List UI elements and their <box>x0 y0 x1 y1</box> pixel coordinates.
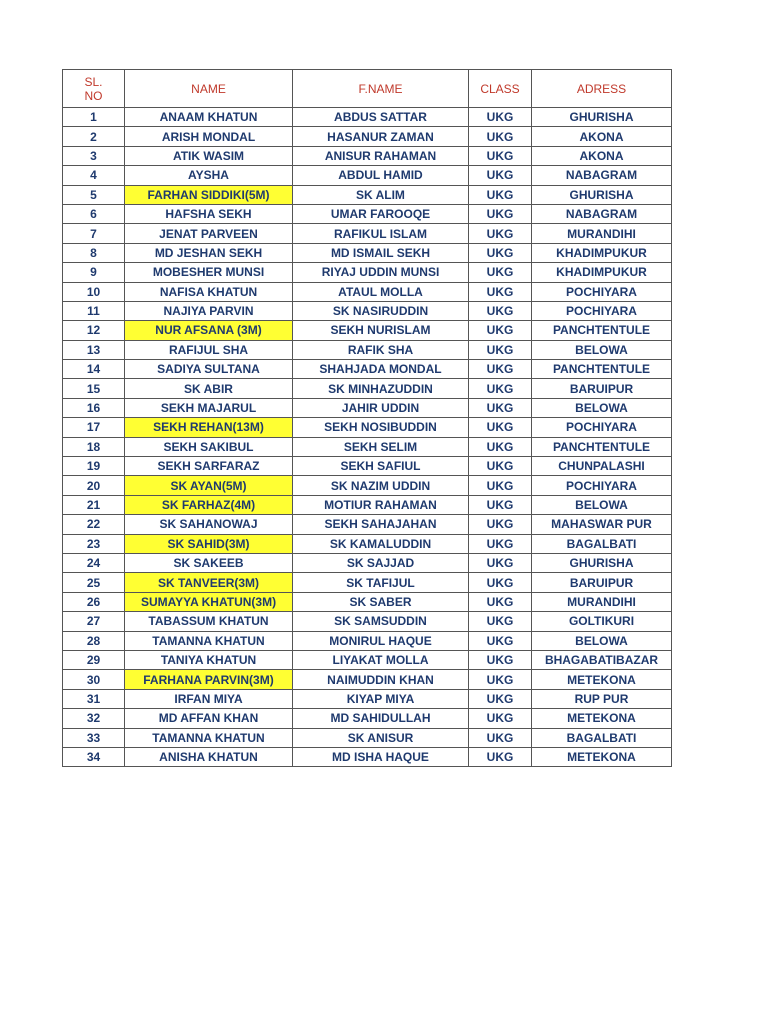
cell-address: MAHASWAR PUR <box>532 515 672 534</box>
cell-class: UKG <box>469 437 532 456</box>
cell-sl-no: 28 <box>63 631 125 650</box>
cell-name: ANISHA KHATUN <box>125 747 293 766</box>
cell-sl-no: 3 <box>63 146 125 165</box>
cell-father-name: SK KAMALUDDIN <box>293 534 469 553</box>
cell-address: POCHIYARA <box>532 418 672 437</box>
cell-class: UKG <box>469 612 532 631</box>
cell-address: PANCHTENTULE <box>532 321 672 340</box>
table-row <box>63 534 672 553</box>
cell-father-name: SEKH SELIM <box>293 437 469 456</box>
cell-name: SK TANVEER(3M) <box>125 573 293 592</box>
cell-name: HAFSHA SEKH <box>125 204 293 223</box>
cell-class: UKG <box>469 146 532 165</box>
cell-sl-no: 18 <box>63 437 125 456</box>
cell-name: SK SAKEEB <box>125 553 293 572</box>
cell-address: POCHIYARA <box>532 282 672 301</box>
table-row <box>63 418 672 437</box>
cell-sl-no: 33 <box>63 728 125 747</box>
cell-sl-no: 22 <box>63 515 125 534</box>
header-row <box>63 70 672 108</box>
cell-address: BELOWA <box>532 398 672 417</box>
cell-class: UKG <box>469 224 532 243</box>
cell-sl-no: 11 <box>63 301 125 320</box>
cell-class: UKG <box>469 553 532 572</box>
table-row <box>63 689 672 708</box>
cell-class: UKG <box>469 379 532 398</box>
table-row <box>63 282 672 301</box>
cell-father-name: JAHIR UDDIN <box>293 398 469 417</box>
cell-father-name: SEKH NOSIBUDDIN <box>293 418 469 437</box>
cell-father-name: SK SAMSUDDIN <box>293 612 469 631</box>
cell-name: ARISH MONDAL <box>125 127 293 146</box>
cell-sl-no: 31 <box>63 689 125 708</box>
cell-father-name: SEKH NURISLAM <box>293 321 469 340</box>
table-row <box>63 166 672 185</box>
cell-father-name: HASANUR ZAMAN <box>293 127 469 146</box>
header-class: CLASS <box>469 70 532 108</box>
cell-father-name: ABDUS SATTAR <box>293 108 469 127</box>
cell-sl-no: 26 <box>63 592 125 611</box>
cell-class: UKG <box>469 418 532 437</box>
cell-class: UKG <box>469 631 532 650</box>
table-body <box>63 108 672 767</box>
cell-name: SUMAYYA KHATUN(3M) <box>125 592 293 611</box>
cell-sl-no: 19 <box>63 457 125 476</box>
header-father-name: F.NAME <box>293 70 469 108</box>
table-row <box>63 457 672 476</box>
cell-sl-no: 10 <box>63 282 125 301</box>
table-row <box>63 263 672 282</box>
cell-name: SEKH MAJARUL <box>125 398 293 417</box>
table-row <box>63 224 672 243</box>
cell-name: TANIYA KHATUN <box>125 650 293 669</box>
cell-address: METEKONA <box>532 747 672 766</box>
cell-father-name: MOTIUR RAHAMAN <box>293 495 469 514</box>
cell-father-name: ANISUR RAHAMAN <box>293 146 469 165</box>
cell-class: UKG <box>469 301 532 320</box>
cell-name: IRFAN MIYA <box>125 689 293 708</box>
cell-father-name: LIYAKAT MOLLA <box>293 650 469 669</box>
cell-name: MOBESHER MUNSI <box>125 263 293 282</box>
cell-class: UKG <box>469 321 532 340</box>
cell-sl-no: 13 <box>63 340 125 359</box>
cell-sl-no: 25 <box>63 573 125 592</box>
cell-class: UKG <box>469 495 532 514</box>
table-row <box>63 108 672 127</box>
cell-class: UKG <box>469 243 532 262</box>
table-row <box>63 146 672 165</box>
table-row <box>63 612 672 631</box>
cell-address: GHURISHA <box>532 185 672 204</box>
cell-father-name: SK SABER <box>293 592 469 611</box>
table-row <box>63 185 672 204</box>
cell-name: AYSHA <box>125 166 293 185</box>
cell-name: SK AYAN(5M) <box>125 476 293 495</box>
table-row <box>63 360 672 379</box>
cell-father-name: MD ISMAIL SEKH <box>293 243 469 262</box>
cell-address: NABAGRAM <box>532 204 672 223</box>
cell-sl-no: 16 <box>63 398 125 417</box>
cell-address: NABAGRAM <box>532 166 672 185</box>
cell-class: UKG <box>469 108 532 127</box>
cell-name: NAFISA KHATUN <box>125 282 293 301</box>
cell-sl-no: 21 <box>63 495 125 514</box>
table-row <box>63 670 672 689</box>
cell-address: BAGALBATI <box>532 534 672 553</box>
cell-name: SK SAHID(3M) <box>125 534 293 553</box>
cell-father-name: RAFIKUL ISLAM <box>293 224 469 243</box>
cell-father-name: SK MINHAZUDDIN <box>293 379 469 398</box>
cell-name: SEKH REHAN(13M) <box>125 418 293 437</box>
cell-name: SK SAHANOWAJ <box>125 515 293 534</box>
table-row <box>63 553 672 572</box>
table-row <box>63 495 672 514</box>
cell-name: NUR AFSANA (3M) <box>125 321 293 340</box>
header-address: ADRESS <box>532 70 672 108</box>
table-row <box>63 592 672 611</box>
cell-sl-no: 4 <box>63 166 125 185</box>
cell-address: BARUIPUR <box>532 573 672 592</box>
cell-sl-no: 2 <box>63 127 125 146</box>
cell-father-name: SK ANISUR <box>293 728 469 747</box>
cell-name: SK FARHAZ(4M) <box>125 495 293 514</box>
cell-sl-no: 34 <box>63 747 125 766</box>
cell-name: JENAT PARVEEN <box>125 224 293 243</box>
cell-address: BELOWA <box>532 495 672 514</box>
cell-class: UKG <box>469 360 532 379</box>
table-row <box>63 398 672 417</box>
cell-sl-no: 14 <box>63 360 125 379</box>
cell-address: POCHIYARA <box>532 476 672 495</box>
cell-father-name: SK ALIM <box>293 185 469 204</box>
cell-name: SEKH SAKIBUL <box>125 437 293 456</box>
cell-address: POCHIYARA <box>532 301 672 320</box>
cell-sl-no: 8 <box>63 243 125 262</box>
cell-class: UKG <box>469 185 532 204</box>
table-row <box>63 340 672 359</box>
cell-class: UKG <box>469 747 532 766</box>
cell-class: UKG <box>469 263 532 282</box>
cell-address: MURANDIHI <box>532 592 672 611</box>
cell-class: UKG <box>469 650 532 669</box>
cell-class: UKG <box>469 398 532 417</box>
cell-class: UKG <box>469 282 532 301</box>
cell-name: NAJIYA PARVIN <box>125 301 293 320</box>
cell-class: UKG <box>469 127 532 146</box>
cell-class: UKG <box>469 476 532 495</box>
cell-address: PANCHTENTULE <box>532 437 672 456</box>
table-row <box>63 515 672 534</box>
cell-address: GOLTIKURI <box>532 612 672 631</box>
cell-class: UKG <box>469 340 532 359</box>
cell-sl-no: 1 <box>63 108 125 127</box>
cell-sl-no: 12 <box>63 321 125 340</box>
cell-class: UKG <box>469 689 532 708</box>
cell-name: SEKH SARFARAZ <box>125 457 293 476</box>
cell-address: BELOWA <box>532 631 672 650</box>
cell-name: TABASSUM KHATUN <box>125 612 293 631</box>
cell-class: UKG <box>469 728 532 747</box>
cell-father-name: MD SAHIDULLAH <box>293 709 469 728</box>
table-row <box>63 709 672 728</box>
cell-father-name: ABDUL HAMID <box>293 166 469 185</box>
cell-name: SK ABIR <box>125 379 293 398</box>
table-row <box>63 728 672 747</box>
cell-sl-no: 17 <box>63 418 125 437</box>
table-row <box>63 301 672 320</box>
table-header <box>63 70 672 108</box>
header-sl-no-line: SL. <box>84 74 103 89</box>
student-roster-table <box>62 69 672 767</box>
cell-class: UKG <box>469 709 532 728</box>
cell-address: RUP PUR <box>532 689 672 708</box>
table-row <box>63 204 672 223</box>
cell-father-name: ATAUL MOLLA <box>293 282 469 301</box>
cell-name: TAMANNA KHATUN <box>125 728 293 747</box>
cell-name: RAFIJUL SHA <box>125 340 293 359</box>
cell-address: METEKONA <box>532 709 672 728</box>
cell-father-name: SEKH SAFIUL <box>293 457 469 476</box>
cell-class: UKG <box>469 204 532 223</box>
cell-address: BARUIPUR <box>532 379 672 398</box>
cell-address: METEKONA <box>532 670 672 689</box>
cell-sl-no: 23 <box>63 534 125 553</box>
cell-address: CHUNPALASHI <box>532 457 672 476</box>
cell-sl-no: 5 <box>63 185 125 204</box>
cell-name: TAMANNA KHATUN <box>125 631 293 650</box>
cell-father-name: MONIRUL HAQUE <box>293 631 469 650</box>
cell-name: ANAAM KHATUN <box>125 108 293 127</box>
cell-sl-no: 32 <box>63 709 125 728</box>
cell-address: GHURISHA <box>532 108 672 127</box>
cell-sl-no: 15 <box>63 379 125 398</box>
cell-address: KHADIMPUKUR <box>532 263 672 282</box>
cell-address: BHAGABATIBAZAR <box>532 650 672 669</box>
cell-father-name: SHAHJADA MONDAL <box>293 360 469 379</box>
header-name: NAME <box>125 70 293 108</box>
table-row <box>63 573 672 592</box>
cell-sl-no: 30 <box>63 670 125 689</box>
cell-address: PANCHTENTULE <box>532 360 672 379</box>
table-row <box>63 321 672 340</box>
cell-class: UKG <box>469 457 532 476</box>
cell-sl-no: 27 <box>63 612 125 631</box>
cell-class: UKG <box>469 534 532 553</box>
cell-address: AKONA <box>532 127 672 146</box>
cell-sl-no: 7 <box>63 224 125 243</box>
cell-father-name: KIYAP MIYA <box>293 689 469 708</box>
cell-address: GHURISHA <box>532 553 672 572</box>
cell-father-name: UMAR FAROOQE <box>293 204 469 223</box>
table-row <box>63 437 672 456</box>
cell-name: SADIYA SULTANA <box>125 360 293 379</box>
cell-sl-no: 29 <box>63 650 125 669</box>
cell-name: ATIK WASIM <box>125 146 293 165</box>
cell-sl-no: 9 <box>63 263 125 282</box>
cell-address: BELOWA <box>532 340 672 359</box>
cell-father-name: MD ISHA HAQUE <box>293 747 469 766</box>
cell-class: UKG <box>469 166 532 185</box>
table-row <box>63 243 672 262</box>
cell-name: FARHAN SIDDIKI(5M) <box>125 185 293 204</box>
header-sl-no <box>63 70 125 108</box>
header-sl-no-line: NO <box>84 88 103 103</box>
cell-address: BAGALBATI <box>532 728 672 747</box>
table-row <box>63 379 672 398</box>
cell-class: UKG <box>469 592 532 611</box>
table-row <box>63 650 672 669</box>
cell-father-name: SK NAZIM UDDIN <box>293 476 469 495</box>
cell-father-name: SK TAFIJUL <box>293 573 469 592</box>
cell-sl-no: 6 <box>63 204 125 223</box>
cell-sl-no: 20 <box>63 476 125 495</box>
cell-address: MURANDIHI <box>532 224 672 243</box>
cell-name: MD AFFAN KHAN <box>125 709 293 728</box>
table-row <box>63 747 672 766</box>
cell-father-name: NAIMUDDIN KHAN <box>293 670 469 689</box>
cell-class: UKG <box>469 515 532 534</box>
cell-address: KHADIMPUKUR <box>532 243 672 262</box>
cell-class: UKG <box>469 670 532 689</box>
cell-name: MD JESHAN SEKH <box>125 243 293 262</box>
cell-father-name: RAFIK SHA <box>293 340 469 359</box>
cell-father-name: SK NASIRUDDIN <box>293 301 469 320</box>
cell-name: FARHANA PARVIN(3M) <box>125 670 293 689</box>
cell-father-name: SEKH SAHAJAHAN <box>293 515 469 534</box>
table-row <box>63 127 672 146</box>
table-row <box>63 476 672 495</box>
cell-address: AKONA <box>532 146 672 165</box>
cell-class: UKG <box>469 573 532 592</box>
cell-sl-no: 24 <box>63 553 125 572</box>
cell-father-name: RIYAJ UDDIN MUNSI <box>293 263 469 282</box>
table-row <box>63 631 672 650</box>
cell-father-name: SK SAJJAD <box>293 553 469 572</box>
